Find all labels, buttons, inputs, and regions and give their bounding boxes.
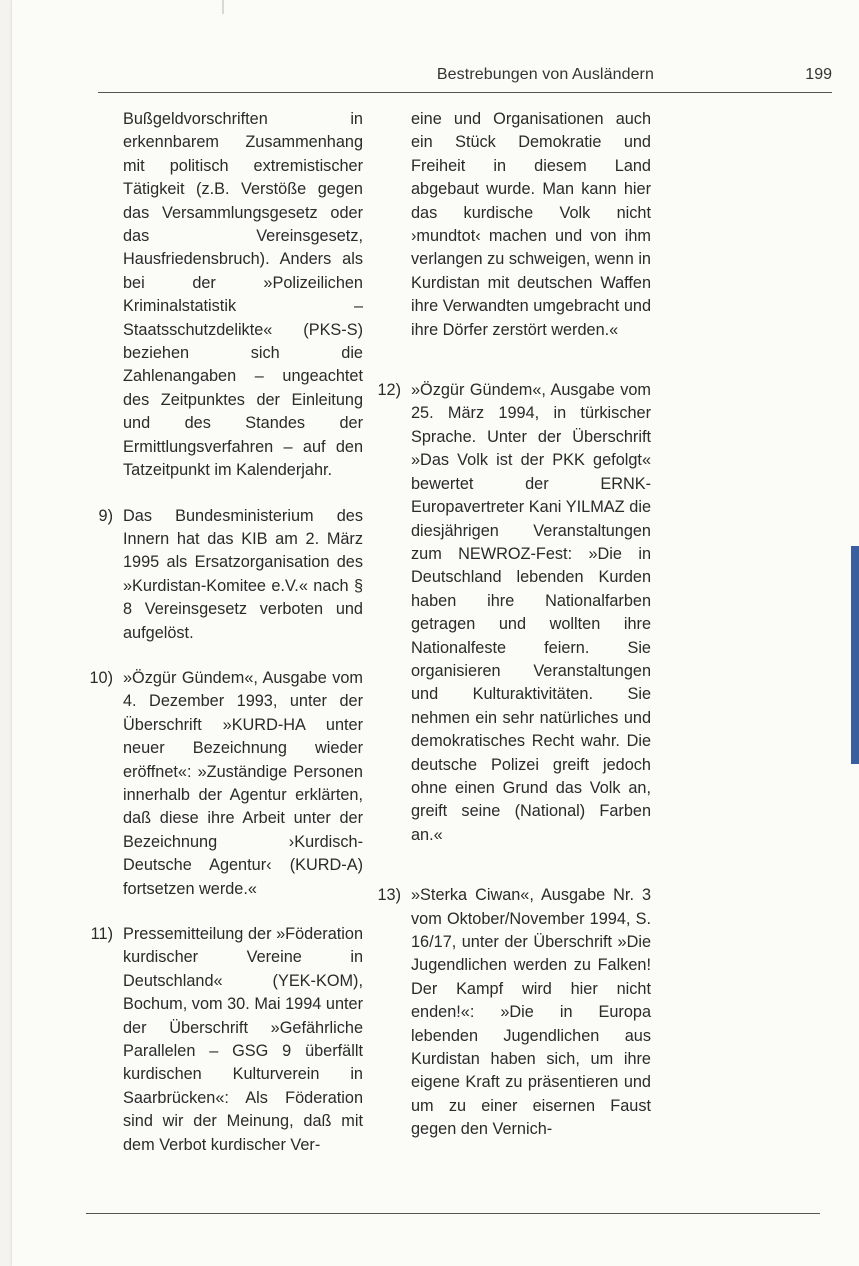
footnote-text: Das Bundesministerium des Innern hat das KIB am 2. März 1995 als Ersatzorganisation des »Kurdistan-Komitee e.V.« nach § 8 Vereinsgesetz verboten und aufgelöst. bbox=[123, 506, 363, 642]
footnote-number: 9) bbox=[98, 506, 113, 525]
running-header bbox=[98, 64, 832, 93]
left-column bbox=[89, 108, 363, 1157]
footnote-number: 12) bbox=[377, 381, 401, 400]
right-column bbox=[377, 108, 651, 1142]
footnote-13 bbox=[377, 884, 651, 1141]
footnote-10 bbox=[89, 667, 363, 901]
footnote-11 bbox=[90, 923, 363, 1157]
footer-rule bbox=[86, 1213, 820, 1214]
footnote-text: Pressemitteilung der »Föderation kurdischer Vereine in Deutschland« (YEK-KOM), Bochum, vom 30. Mai 1994 unter der Überschrift »Gefährliche Parallelen – GSG 9 überfällt kurdischen Kulturverein in Saarbrücken«: Als Föderation sind wir der Meinung, daß mit dem Verbot kurdischer Ver- bbox=[123, 925, 363, 1154]
scan-mark bbox=[222, 0, 224, 14]
note-continuation: Bußgeldvorschriften in erkennbarem Zusammenhang mit politisch extremistischer Tätigkeit (z.B. Verstöße gegen das Versammlungsgesetz oder das Vereinsgesetz, Hausfriedensbruch). Anders als bei der »Polizeilichen Kriminalstatistik – Staatsschutzdelikte« (PKS-S) beziehen sich die Zahlenangaben – ungeachtet des Zeitpunktes der Einleitung und des Standes der Ermittlungsverfahren – auf den Tatzeitpunkt im Kalenderjahr. bbox=[123, 110, 363, 480]
header-title: Bestrebungen von Ausländern bbox=[436, 66, 654, 83]
footnote-text: »Özgür Gündem«, Ausgabe vom 4. Dezember 1993, unter der Überschrift »KURD-HA unter neuer Bezeichnung wieder eröffnet«: »Zuständige Personen innerhalb der Agentur erklärten, daß diese ihre Arbeit unter der Bezeichnung ›Kurdisch-Deutsche Agentur‹ (KURD-A) fortsetzen werde.« bbox=[123, 668, 363, 898]
footnote-number: 11) bbox=[90, 925, 113, 943]
footnote-number: 10) bbox=[89, 668, 113, 687]
footnote-12 bbox=[377, 379, 651, 847]
footnote-text: »Özgür Gündem«, Ausgabe vom 25. März 1994, in türkischer Sprache. Unter der Überschrift »Das Volk ist der PKK gefolgt« bewertet der ERNK-Europavertreter Kani YILMAZ die diesjährigen Veranstaltungen zum NEWROZ-Fest: »Die in Deutschland lebenden Kurden haben ihre Nationalfarben getragen und wollten ihre Nationalfeste feiern. Sie organisieren Veranstaltungen und Kulturaktivitäten. Sie nehmen ein sehr natürliches und demokratisches Recht wahr. Die deutsche Polizei greift jedoch ohne einen Grund das Volk an, greift seine (National) Farben an.« bbox=[411, 381, 651, 844]
chapter-thumb-tab bbox=[851, 546, 859, 764]
footnote-text: »Sterka Ciwan«, Ausgabe Nr. 3 vom Oktober/November 1994, S. 16/17, unter der Überschrift »Die Jugendlichen werden zu Falken! Der Kampf wird hier nicht enden!«: »Die in Europa lebenden Jugendlichen aus Kurdistan haben sich, um ihre eigene Kraft zu präsentieren und um zu einer eisernen Faust gegen den Vernich- bbox=[411, 886, 651, 1139]
note-continuation: eine und Organisationen auch ein Stück Demokratie und Freiheit in diesem Land abgebaut wurde. Man kann hier das kurdische Volk nicht ›mundtot‹ machen und von ihm verlangen zu schweigen, wenn in Kurdistan mit deutschen Waffen ihre Verwandten umgebracht und ihre Dörfer zerstört werden.« bbox=[411, 110, 651, 339]
page-number: 199 bbox=[805, 66, 832, 83]
footnote-number: 13) bbox=[377, 886, 401, 905]
footnote-9 bbox=[98, 505, 363, 645]
